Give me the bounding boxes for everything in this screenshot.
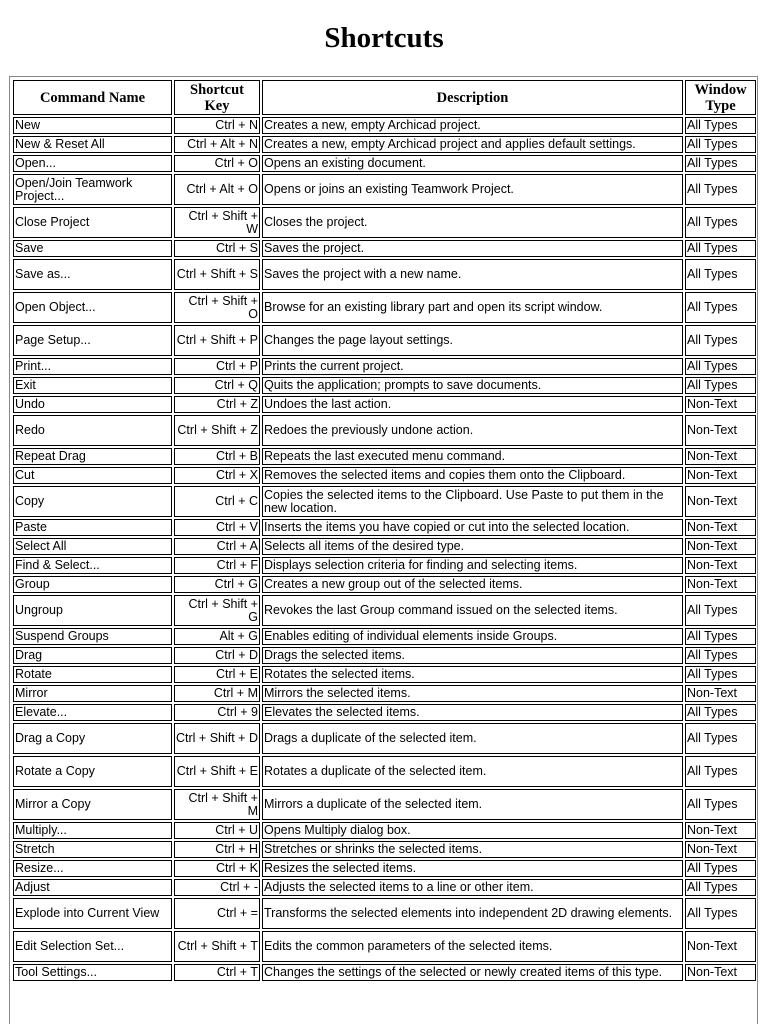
cell-command-name: Undo (13, 396, 172, 413)
cell-window-type: All Types (685, 647, 756, 664)
header-command-name: Command Name (13, 80, 172, 115)
cell-description: Repeats the last executed menu command. (262, 448, 683, 465)
cell-shortcut-key: Ctrl + B (174, 448, 260, 465)
table-row (13, 789, 756, 820)
cell-description: Inserts the items you have copied or cut into the selected location. (262, 519, 683, 536)
cell-window-type: All Types (685, 756, 756, 787)
cell-window-type: Non-Text (685, 486, 756, 517)
cell-description: Redoes the previously undone action. (262, 415, 683, 446)
cell-description: Copies the selected items to the Clipboard. Use Paste to put them in the new location. (262, 486, 683, 517)
table-row (13, 207, 756, 238)
cell-shortcut-key: Ctrl + Alt + N (174, 136, 260, 153)
cell-window-type: Non-Text (685, 557, 756, 574)
table-row (13, 898, 756, 929)
table-row (13, 860, 756, 877)
cell-shortcut-key: Ctrl + O (174, 155, 260, 172)
cell-window-type: Non-Text (685, 841, 756, 858)
table-frame (9, 76, 758, 1024)
cell-window-type: All Types (685, 377, 756, 394)
cell-window-type: All Types (685, 117, 756, 134)
cell-window-type: All Types (685, 595, 756, 626)
table-row (13, 964, 756, 981)
cell-command-name: Page Setup... (13, 325, 172, 356)
cell-description: Changes the settings of the selected or newly created items of this type. (262, 964, 683, 981)
cell-description: Undoes the last action. (262, 396, 683, 413)
cell-shortcut-key: Ctrl + E (174, 666, 260, 683)
cell-description: Selects all items of the desired type. (262, 538, 683, 555)
cell-command-name: Open... (13, 155, 172, 172)
cell-command-name: Find & Select... (13, 557, 172, 574)
cell-shortcut-key: Ctrl + Shift + E (174, 756, 260, 787)
cell-window-type: Non-Text (685, 519, 756, 536)
table-row (13, 557, 756, 574)
cell-command-name: Resize... (13, 860, 172, 877)
cell-description: Revokes the last Group command issued on the selected items. (262, 595, 683, 626)
cell-shortcut-key: Ctrl + Shift + O (174, 292, 260, 323)
table-row (13, 415, 756, 446)
cell-window-type: All Types (685, 789, 756, 820)
table-header-row (13, 80, 756, 115)
cell-shortcut-key: Ctrl + 9 (174, 704, 260, 721)
cell-command-name: Ungroup (13, 595, 172, 626)
cell-command-name: Print... (13, 358, 172, 375)
cell-shortcut-key: Ctrl + M (174, 685, 260, 702)
cell-window-type: All Types (685, 240, 756, 257)
cell-command-name: Rotate (13, 666, 172, 683)
cell-command-name: Drag (13, 647, 172, 664)
table-row (13, 685, 756, 702)
table-row (13, 879, 756, 896)
cell-description: Prints the current project. (262, 358, 683, 375)
cell-description: Resizes the selected items. (262, 860, 683, 877)
cell-command-name: Group (13, 576, 172, 593)
cell-window-type: All Types (685, 666, 756, 683)
cell-shortcut-key: Ctrl + P (174, 358, 260, 375)
cell-description: Saves the project with a new name. (262, 259, 683, 290)
cell-window-type: All Types (685, 723, 756, 754)
cell-window-type: Non-Text (685, 685, 756, 702)
cell-description: Opens an existing document. (262, 155, 683, 172)
cell-command-name: Explode into Current View (13, 898, 172, 929)
cell-window-type: Non-Text (685, 931, 756, 962)
cell-command-name: Close Project (13, 207, 172, 238)
cell-shortcut-key: Alt + G (174, 628, 260, 645)
cell-description: Rotates the selected items. (262, 666, 683, 683)
table-row (13, 325, 756, 356)
cell-shortcut-key: Ctrl + V (174, 519, 260, 536)
cell-description: Displays selection criteria for finding and selecting items. (262, 557, 683, 574)
table-row (13, 486, 756, 517)
cell-command-name: New & Reset All (13, 136, 172, 153)
table-row (13, 259, 756, 290)
cell-shortcut-key: Ctrl + T (174, 964, 260, 981)
cell-command-name: Copy (13, 486, 172, 517)
cell-command-name: Save as... (13, 259, 172, 290)
table-row (13, 396, 756, 413)
cell-description: Mirrors a duplicate of the selected item. (262, 789, 683, 820)
cell-shortcut-key: Ctrl + A (174, 538, 260, 555)
cell-description: Changes the page layout settings. (262, 325, 683, 356)
cell-window-type: All Types (685, 879, 756, 896)
cell-description: Elevates the selected items. (262, 704, 683, 721)
table-row (13, 155, 756, 172)
table-row (13, 467, 756, 484)
cell-shortcut-key: Ctrl + X (174, 467, 260, 484)
cell-shortcut-key: Ctrl + Z (174, 396, 260, 413)
cell-shortcut-key: Ctrl + K (174, 860, 260, 877)
table-row (13, 576, 756, 593)
cell-description: Enables editing of individual elements inside Groups. (262, 628, 683, 645)
cell-shortcut-key: Ctrl + Shift + D (174, 723, 260, 754)
cell-window-type: All Types (685, 292, 756, 323)
table-row (13, 756, 756, 787)
table-row (13, 595, 756, 626)
cell-description: Rotates a duplicate of the selected item. (262, 756, 683, 787)
cell-shortcut-key: Ctrl + Shift + S (174, 259, 260, 290)
cell-description: Adjusts the selected items to a line or other item. (262, 879, 683, 896)
cell-description: Drags a duplicate of the selected item. (262, 723, 683, 754)
cell-description: Saves the project. (262, 240, 683, 257)
cell-description: Drags the selected items. (262, 647, 683, 664)
cell-command-name: Edit Selection Set... (13, 931, 172, 962)
cell-shortcut-key: Ctrl + Shift + Z (174, 415, 260, 446)
cell-shortcut-key: Ctrl + Shift + M (174, 789, 260, 820)
cell-description: Quits the application; prompts to save documents. (262, 377, 683, 394)
cell-description: Opens Multiply dialog box. (262, 822, 683, 839)
cell-shortcut-key: Ctrl + Shift + P (174, 325, 260, 356)
table-row (13, 519, 756, 536)
header-shortcut-key: Shortcut Key (174, 80, 260, 115)
cell-command-name: Select All (13, 538, 172, 555)
cell-command-name: Save (13, 240, 172, 257)
table-row (13, 647, 756, 664)
cell-command-name: Repeat Drag (13, 448, 172, 465)
table-row (13, 704, 756, 721)
cell-command-name: Redo (13, 415, 172, 446)
cell-shortcut-key: Ctrl + S (174, 240, 260, 257)
cell-window-type: Non-Text (685, 576, 756, 593)
cell-window-type: All Types (685, 325, 756, 356)
cell-command-name: Adjust (13, 879, 172, 896)
table-row (13, 240, 756, 257)
cell-window-type: All Types (685, 898, 756, 929)
table-row (13, 723, 756, 754)
cell-shortcut-key: Ctrl + Shift + G (174, 595, 260, 626)
cell-command-name: Open/Join Teamwork Project... (13, 174, 172, 205)
cell-command-name: Mirror a Copy (13, 789, 172, 820)
cell-window-type: Non-Text (685, 448, 756, 465)
cell-shortcut-key: Ctrl + H (174, 841, 260, 858)
cell-command-name: Cut (13, 467, 172, 484)
cell-command-name: Open Object... (13, 292, 172, 323)
cell-command-name: Multiply... (13, 822, 172, 839)
table-row (13, 448, 756, 465)
cell-window-type: All Types (685, 207, 756, 238)
table-row (13, 931, 756, 962)
cell-description: Creates a new group out of the selected items. (262, 576, 683, 593)
cell-shortcut-key: Ctrl + G (174, 576, 260, 593)
cell-window-type: All Types (685, 704, 756, 721)
cell-description: Browse for an existing library part and open its script window. (262, 292, 683, 323)
cell-shortcut-key: Ctrl + Shift + W (174, 207, 260, 238)
table-row (13, 117, 756, 134)
shortcuts-table (11, 78, 758, 983)
cell-shortcut-key: Ctrl + D (174, 647, 260, 664)
cell-command-name: Drag a Copy (13, 723, 172, 754)
cell-window-type: Non-Text (685, 415, 756, 446)
table-row (13, 292, 756, 323)
cell-window-type: All Types (685, 136, 756, 153)
table-row (13, 841, 756, 858)
cell-command-name: Stretch (13, 841, 172, 858)
cell-shortcut-key: Ctrl + F (174, 557, 260, 574)
cell-description: Opens or joins an existing Teamwork Project. (262, 174, 683, 205)
cell-window-type: All Types (685, 628, 756, 645)
cell-description: Edits the common parameters of the selected items. (262, 931, 683, 962)
table-row (13, 377, 756, 394)
table-row (13, 136, 756, 153)
cell-window-type: All Types (685, 155, 756, 172)
cell-shortcut-key: Ctrl + Q (174, 377, 260, 394)
table-row (13, 358, 756, 375)
cell-description: Transforms the selected elements into independent 2D drawing elements. (262, 898, 683, 929)
cell-window-type: Non-Text (685, 467, 756, 484)
cell-window-type: All Types (685, 174, 756, 205)
cell-window-type: All Types (685, 358, 756, 375)
table-body (13, 117, 756, 981)
cell-command-name: Elevate... (13, 704, 172, 721)
cell-window-type: All Types (685, 860, 756, 877)
cell-description: Closes the project. (262, 207, 683, 238)
table-row (13, 538, 756, 555)
cell-window-type: Non-Text (685, 538, 756, 555)
cell-command-name: Tool Settings... (13, 964, 172, 981)
cell-shortcut-key: Ctrl + Alt + O (174, 174, 260, 205)
cell-description: Stretches or shrinks the selected items. (262, 841, 683, 858)
cell-window-type: All Types (685, 259, 756, 290)
cell-shortcut-key: Ctrl + U (174, 822, 260, 839)
cell-command-name: Rotate a Copy (13, 756, 172, 787)
cell-command-name: Suspend Groups (13, 628, 172, 645)
cell-window-type: Non-Text (685, 396, 756, 413)
table-row (13, 666, 756, 683)
header-window-type: Window Type (685, 80, 756, 115)
cell-shortcut-key: Ctrl + = (174, 898, 260, 929)
table-row (13, 628, 756, 645)
table-row (13, 822, 756, 839)
cell-window-type: Non-Text (685, 822, 756, 839)
cell-shortcut-key: Ctrl + N (174, 117, 260, 134)
header-description: Description (262, 80, 683, 115)
cell-description: Mirrors the selected items. (262, 685, 683, 702)
table-row (13, 174, 756, 205)
cell-description: Removes the selected items and copies them onto the Clipboard. (262, 467, 683, 484)
cell-window-type: Non-Text (685, 964, 756, 981)
cell-command-name: Paste (13, 519, 172, 536)
cell-shortcut-key: Ctrl + C (174, 486, 260, 517)
cell-command-name: Exit (13, 377, 172, 394)
cell-description: Creates a new, empty Archicad project. (262, 117, 683, 134)
cell-command-name: Mirror (13, 685, 172, 702)
cell-description: Creates a new, empty Archicad project and applies default settings. (262, 136, 683, 153)
cell-command-name: New (13, 117, 172, 134)
cell-shortcut-key: Ctrl + - (174, 879, 260, 896)
page-title: Shortcuts (324, 22, 444, 54)
cell-shortcut-key: Ctrl + Shift + T (174, 931, 260, 962)
